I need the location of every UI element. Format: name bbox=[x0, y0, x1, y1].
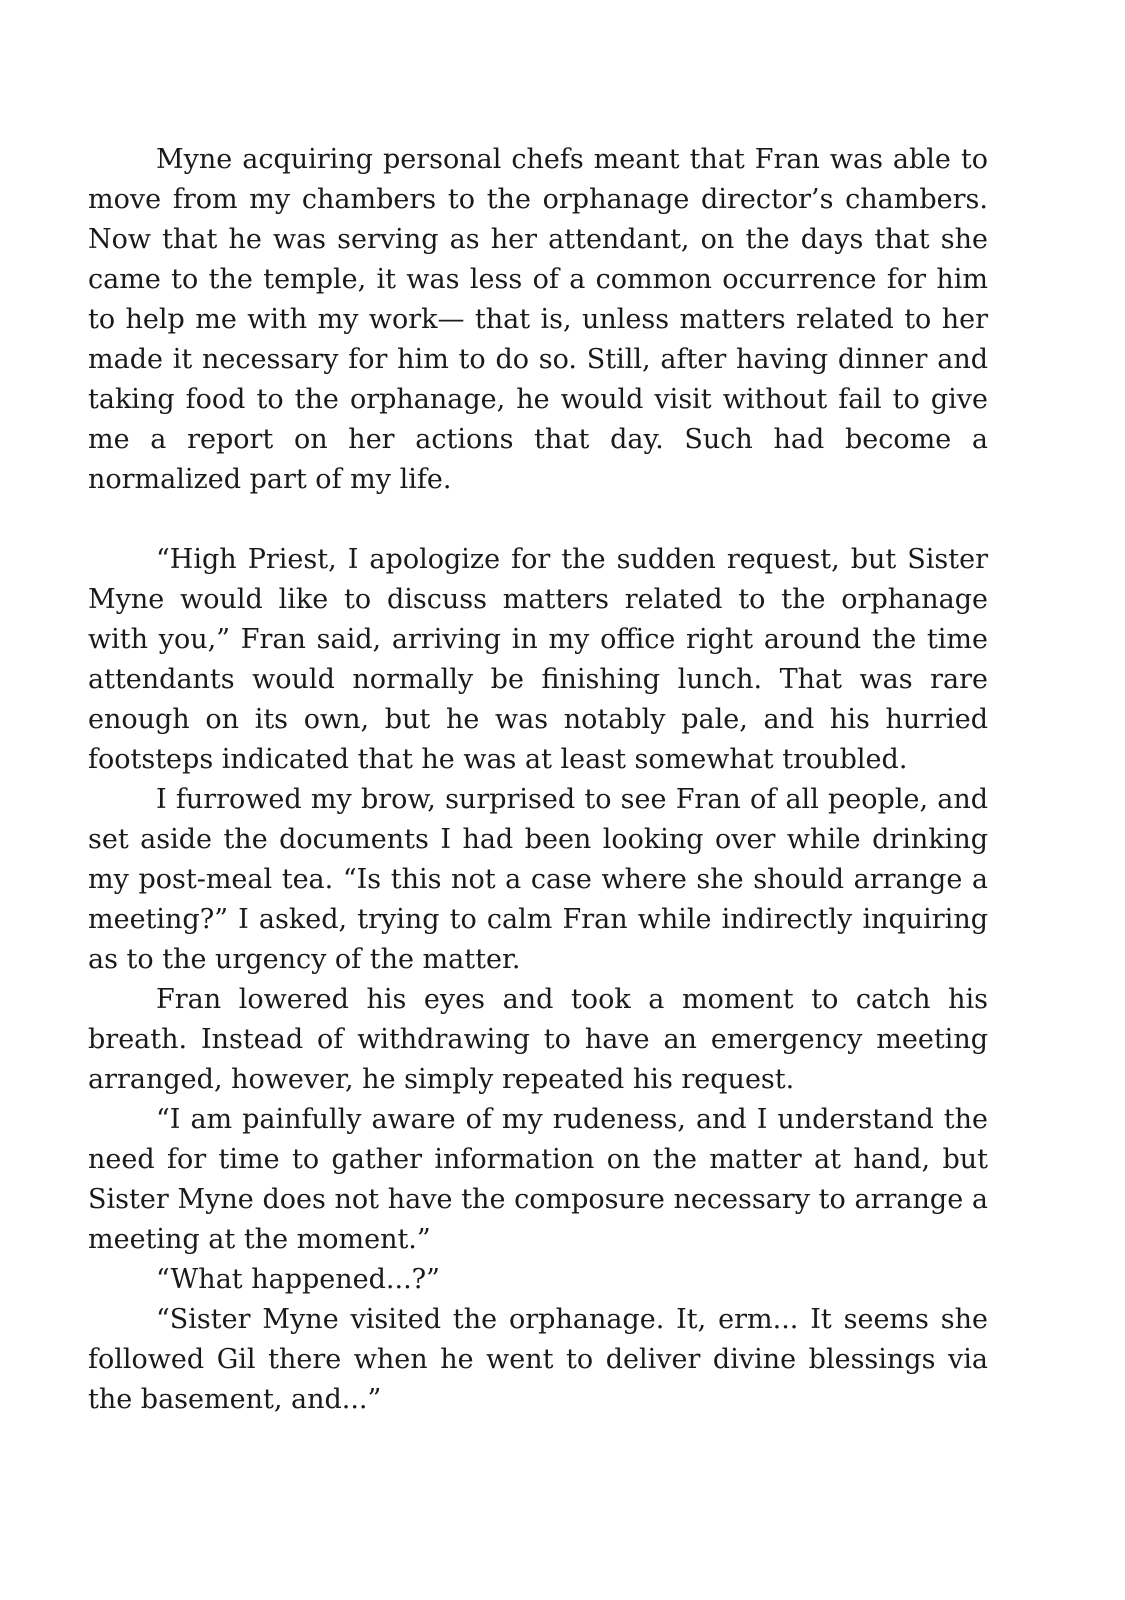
paragraph-7: “Sister Myne visited the orphanage. It, erm... It seems she followed Gil there when he went to deliver divine blessings via the basement, and...” bbox=[88, 1304, 988, 1415]
book-page bbox=[88, 140, 988, 1420]
paragraph-5: “I am painfully aware of my rudeness, and I understand the need for time to gather information on the matter at hand, but Sister Myne does not have the composure necessary to arrange a meeting at the moment.” bbox=[88, 1104, 988, 1255]
paragraph-1: Myne acquiring personal chefs meant that Fran was able to move from my chambers to the orphanage director’s chambers. Now that he was serving as her attendant, on the days that she came to the temple, it was less of a common occurrence for him to help me with my work— that is, unless matters related to her made it necessary for him to do so. Still, after having dinner and taking food to the orphanage, he would visit without fail to give me a report on her actions that day. Such had become a normalized part of my life. bbox=[88, 144, 988, 495]
paragraph-2: “High Priest, I apologize for the sudden request, but Sister Myne would like to discuss matters related to the orphanage with you,” Fran said, arriving in my office right around the time attendants would normally be finishing lunch. That was rare enough on its own, but he was notably pale, and his hurried footsteps indicated that he was at least somewhat troubled. bbox=[88, 544, 988, 775]
paragraph-4: Fran lowered his eyes and took a moment to catch his breath. Instead of withdrawing to have an emergency meeting arranged, however, he simply repeated his request. bbox=[88, 984, 988, 1095]
paragraph-6: “What happened...?” bbox=[156, 1264, 440, 1295]
paragraph-3: I furrowed my brow, surprised to see Fran of all people, and set aside the documents I had been looking over while drinking my post-meal tea. “Is this not a case where she should arrange a meeting?” I asked, trying to calm Fran while indirectly inquiring as to the urgency of the matter. bbox=[88, 784, 988, 975]
